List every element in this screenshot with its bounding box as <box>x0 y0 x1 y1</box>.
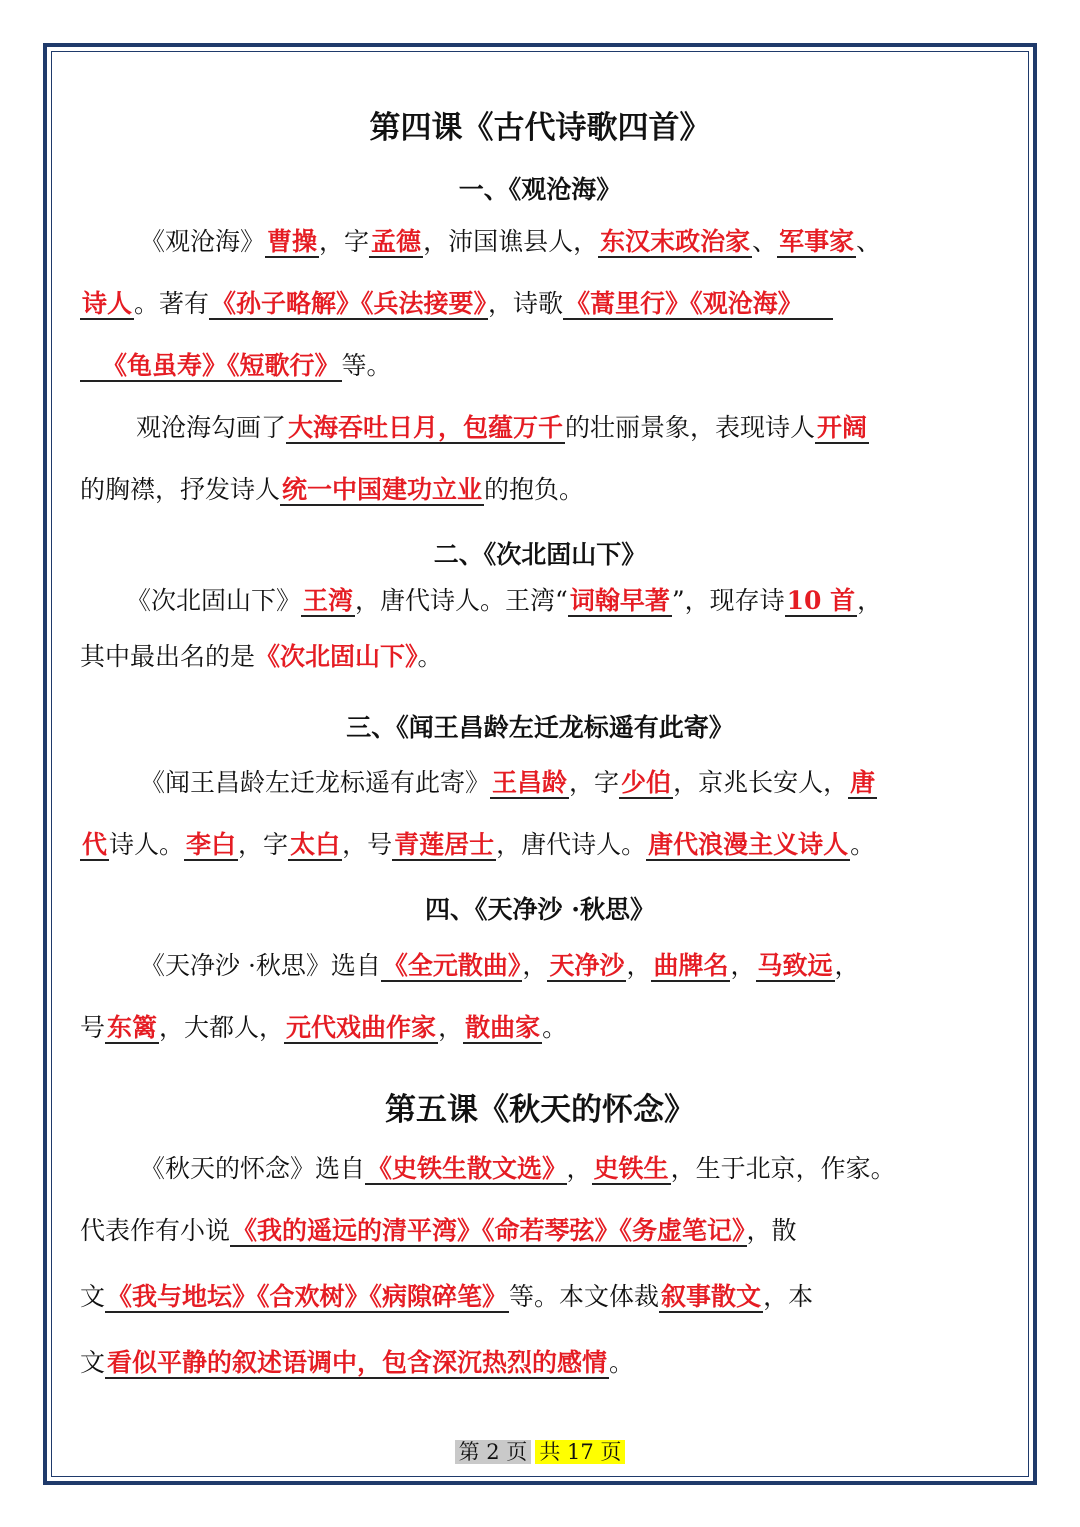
page-footer <box>0 1436 1080 1466</box>
s4-para1-line2: 号东篱，大都人，元代戏曲作家，散曲家。 <box>80 1013 568 1042</box>
section-4-heading: 四、《天净沙 ·秋思》 <box>425 895 655 924</box>
s3-para1-line1: 《闻王昌龄左迁龙标遥有此寄》王昌龄，字少伯，京兆长安人，唐 <box>140 768 876 797</box>
section-3-heading: 三、《闻王昌龄左迁龙标遥有此寄》 <box>346 713 734 742</box>
page-number: 第 2 页 <box>455 1440 532 1464</box>
page-border-inner <box>51 51 1029 1477</box>
lesson-4-title: 第四课《古代诗歌四首》 <box>369 110 711 146</box>
s5-line3: 文《我与地坛》《合欢树》《病隙碎笔》等。本文体裁叙事散文，本 <box>80 1282 814 1311</box>
lesson-5-title: 第五课《秋天的怀念》 <box>385 1092 695 1128</box>
s2-para1-line2: 其中最出名的是《次北固山下》。 <box>80 642 443 671</box>
s1-para1-line3: 《龟虽寿》《短歌行》等。 <box>80 349 1015 383</box>
s1-para2-line1: 观沧海勾画了大海吞吐日月，包蕴万千的壮丽景象，表现诗人开阔 <box>136 413 868 442</box>
s1-para2-line2: 的胸襟，抒发诗人统一中国建功立业的抱负。 <box>80 475 585 504</box>
s5-line2: 代表作有小说《我的遥远的清平湾》《命若琴弦》《务虚笔记》，散 <box>80 1216 797 1245</box>
s1-para1-line2: 诗人。著有《孙子略解》《兵法接要》，诗歌《蒿里行》《观沧海》 <box>80 287 1015 321</box>
s5-line1: 《秋天的怀念》选自《史铁生散文选》 ，史铁生，生于北京，作家。 <box>140 1154 896 1183</box>
s5-line4: 文看似平静的叙述语调中，包含深沉热烈的感情。 <box>80 1348 635 1377</box>
s2-para1-line1: 《次北固山下》王湾，唐代诗人。王湾“词翰早著”，现存诗10 首， <box>126 586 883 615</box>
s3-para1-line2: 代诗人。李白，字太白，号青莲居士，唐代诗人。唐代浪漫主义诗人。 <box>82 830 876 859</box>
s4-para1-line1: 《天净沙 ·秋思》选自《全元散曲》，天净沙，曲牌名，马致远， <box>140 951 860 980</box>
section-1-heading: 一、《观沧海》 <box>458 175 622 204</box>
s1-para1-line1: 《观沧海》曹操，字孟德，沛国谯县人，东汉末政治家、军事家、 <box>140 227 882 256</box>
section-2-heading: 二、《次北固山下》 <box>433 540 647 569</box>
page-total: 共 17 页 <box>535 1440 625 1464</box>
